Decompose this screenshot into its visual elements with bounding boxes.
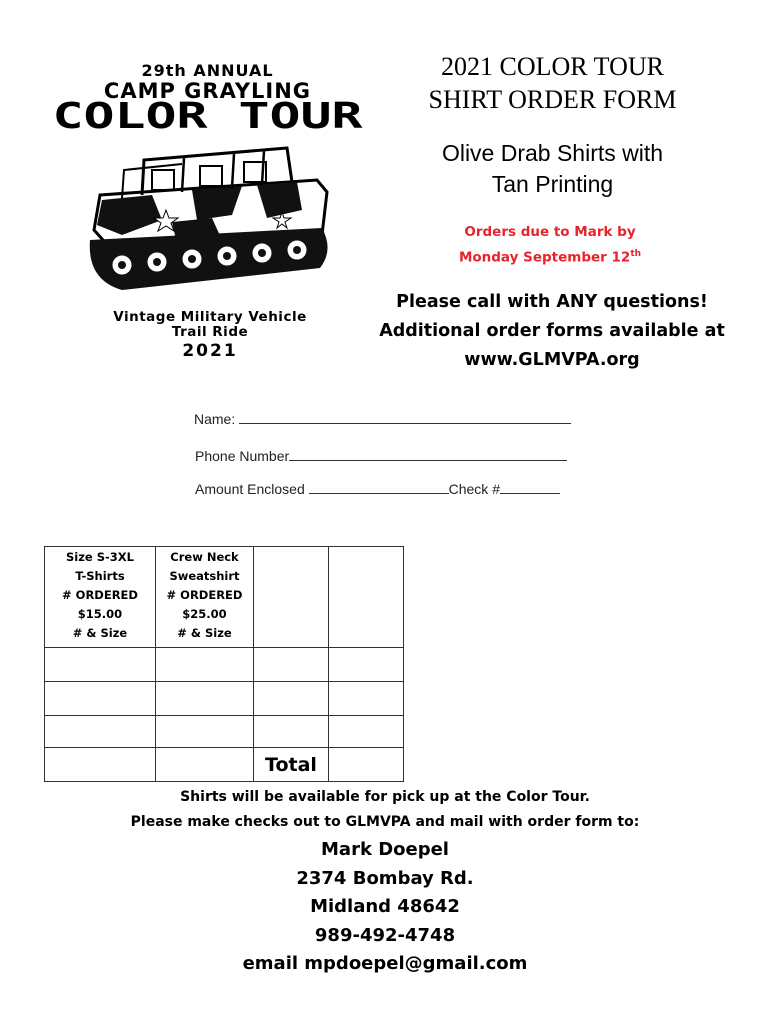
- amount-label: Amount Enclosed: [195, 481, 305, 497]
- tshirt-header-line: Size S-3XL: [66, 550, 134, 564]
- sweatshirt-header-line: Crew Neck: [170, 550, 239, 564]
- sweatshirt-header: [156, 547, 254, 648]
- shirt-description: [385, 138, 720, 200]
- table-cell[interactable]: [45, 748, 156, 782]
- logo-camp-text: CAMP GRAYLING: [103, 79, 312, 103]
- name-field[interactable]: [194, 411, 571, 427]
- table-row: [45, 716, 404, 748]
- shirt-description-line1: Olive Drab Shirts with: [441, 140, 664, 166]
- table-cell[interactable]: [329, 547, 404, 648]
- tshirt-header-line: # ORDERED: [62, 588, 138, 602]
- sweatshirt-header-line: Sweatshirt: [169, 569, 240, 583]
- total-row: [45, 748, 404, 782]
- contact-name: Mark Doepel: [321, 839, 449, 860]
- contact-info: [372, 288, 732, 375]
- tshirt-header-line: T-Shirts: [75, 569, 125, 583]
- due-line1: Orders due to Mark by: [464, 224, 636, 240]
- name-label: Name:: [194, 411, 236, 427]
- logo-year: 2021: [182, 341, 238, 361]
- form-title-line1: 2021 COLOR TOUR: [441, 52, 664, 81]
- shirt-description-line2: Tan Printing: [491, 171, 614, 197]
- due-line2: [410, 243, 690, 269]
- table-cell[interactable]: [45, 716, 156, 748]
- table-row: [45, 648, 404, 682]
- contact-city: Midland 48642: [310, 896, 460, 917]
- table-cell[interactable]: [156, 716, 254, 748]
- contact-email[interactable]: email mpdoepel@gmail.com: [242, 953, 528, 974]
- tshirt-header: [45, 547, 156, 648]
- order-table: [44, 546, 404, 782]
- logo-annual-text: 29th ANNUAL: [141, 61, 274, 80]
- table-cell[interactable]: [254, 682, 329, 716]
- name-input-line[interactable]: [239, 411, 571, 424]
- logo-subtitle-line2: Trail Ride: [171, 324, 249, 340]
- mail-to-address: [60, 836, 710, 979]
- form-title-line2: SHIRT ORDER FORM: [428, 85, 677, 114]
- contact-phone: 989-492-4748: [314, 924, 456, 946]
- table-cell[interactable]: [329, 648, 404, 682]
- table-cell[interactable]: [254, 648, 329, 682]
- phone-label: Phone Number: [195, 448, 290, 464]
- logo-footer: [95, 310, 325, 362]
- logo-title-text: [50, 98, 365, 134]
- contact-street: 2374 Bombay Rd.: [296, 867, 474, 889]
- table-cell[interactable]: [156, 748, 254, 782]
- contact-line1: Please call with ANY questions!: [396, 292, 708, 312]
- tshirt-price: $15.00: [77, 607, 123, 621]
- pickup-note: Shirts will be available for pick up at the Color Tour.: [180, 789, 590, 805]
- tshirt-header-line: # & Size: [72, 626, 128, 640]
- table-header-row: [45, 547, 404, 648]
- logo-title-word: COLOR TOUR: [52, 98, 363, 134]
- sweatshirt-header-line: # ORDERED: [166, 588, 243, 602]
- table-cell[interactable]: [156, 648, 254, 682]
- table-cell[interactable]: [329, 682, 404, 716]
- contact-line2: Additional order forms available at: [379, 321, 725, 341]
- due-date-notice: [410, 221, 690, 269]
- check-label: Check #: [448, 481, 500, 497]
- due-date-suffix: th: [630, 249, 642, 259]
- table-cell[interactable]: [156, 682, 254, 716]
- tracked-military-vehicle-icon: [82, 140, 337, 300]
- table-cell[interactable]: [329, 716, 404, 748]
- table-cell[interactable]: [254, 716, 329, 748]
- amount-field[interactable]: [195, 481, 560, 497]
- amount-input-line[interactable]: [309, 481, 449, 494]
- table-cell[interactable]: [254, 547, 329, 648]
- due-date: Monday September 12: [458, 249, 631, 266]
- table-cell[interactable]: [45, 648, 156, 682]
- footer-instructions: [60, 785, 710, 979]
- payment-note: Please make checks out to GLMVPA and mail with order form to:: [130, 814, 640, 830]
- sweatshirt-header-line: # & Size: [177, 626, 232, 640]
- table-row: [45, 682, 404, 716]
- total-label: Total: [254, 748, 329, 782]
- website-link[interactable]: www.GLMVPA.org: [464, 350, 640, 370]
- check-input-line[interactable]: [500, 481, 560, 494]
- sweatshirt-price: $25.00: [182, 607, 227, 621]
- logo-subtitle-line1: Vintage Military Vehicle: [113, 309, 307, 325]
- form-title: [385, 50, 720, 116]
- logo-header: [50, 62, 365, 102]
- phone-input-line[interactable]: [289, 448, 567, 461]
- phone-field[interactable]: [195, 448, 567, 464]
- total-value-cell[interactable]: [329, 748, 404, 782]
- table-cell[interactable]: [45, 682, 156, 716]
